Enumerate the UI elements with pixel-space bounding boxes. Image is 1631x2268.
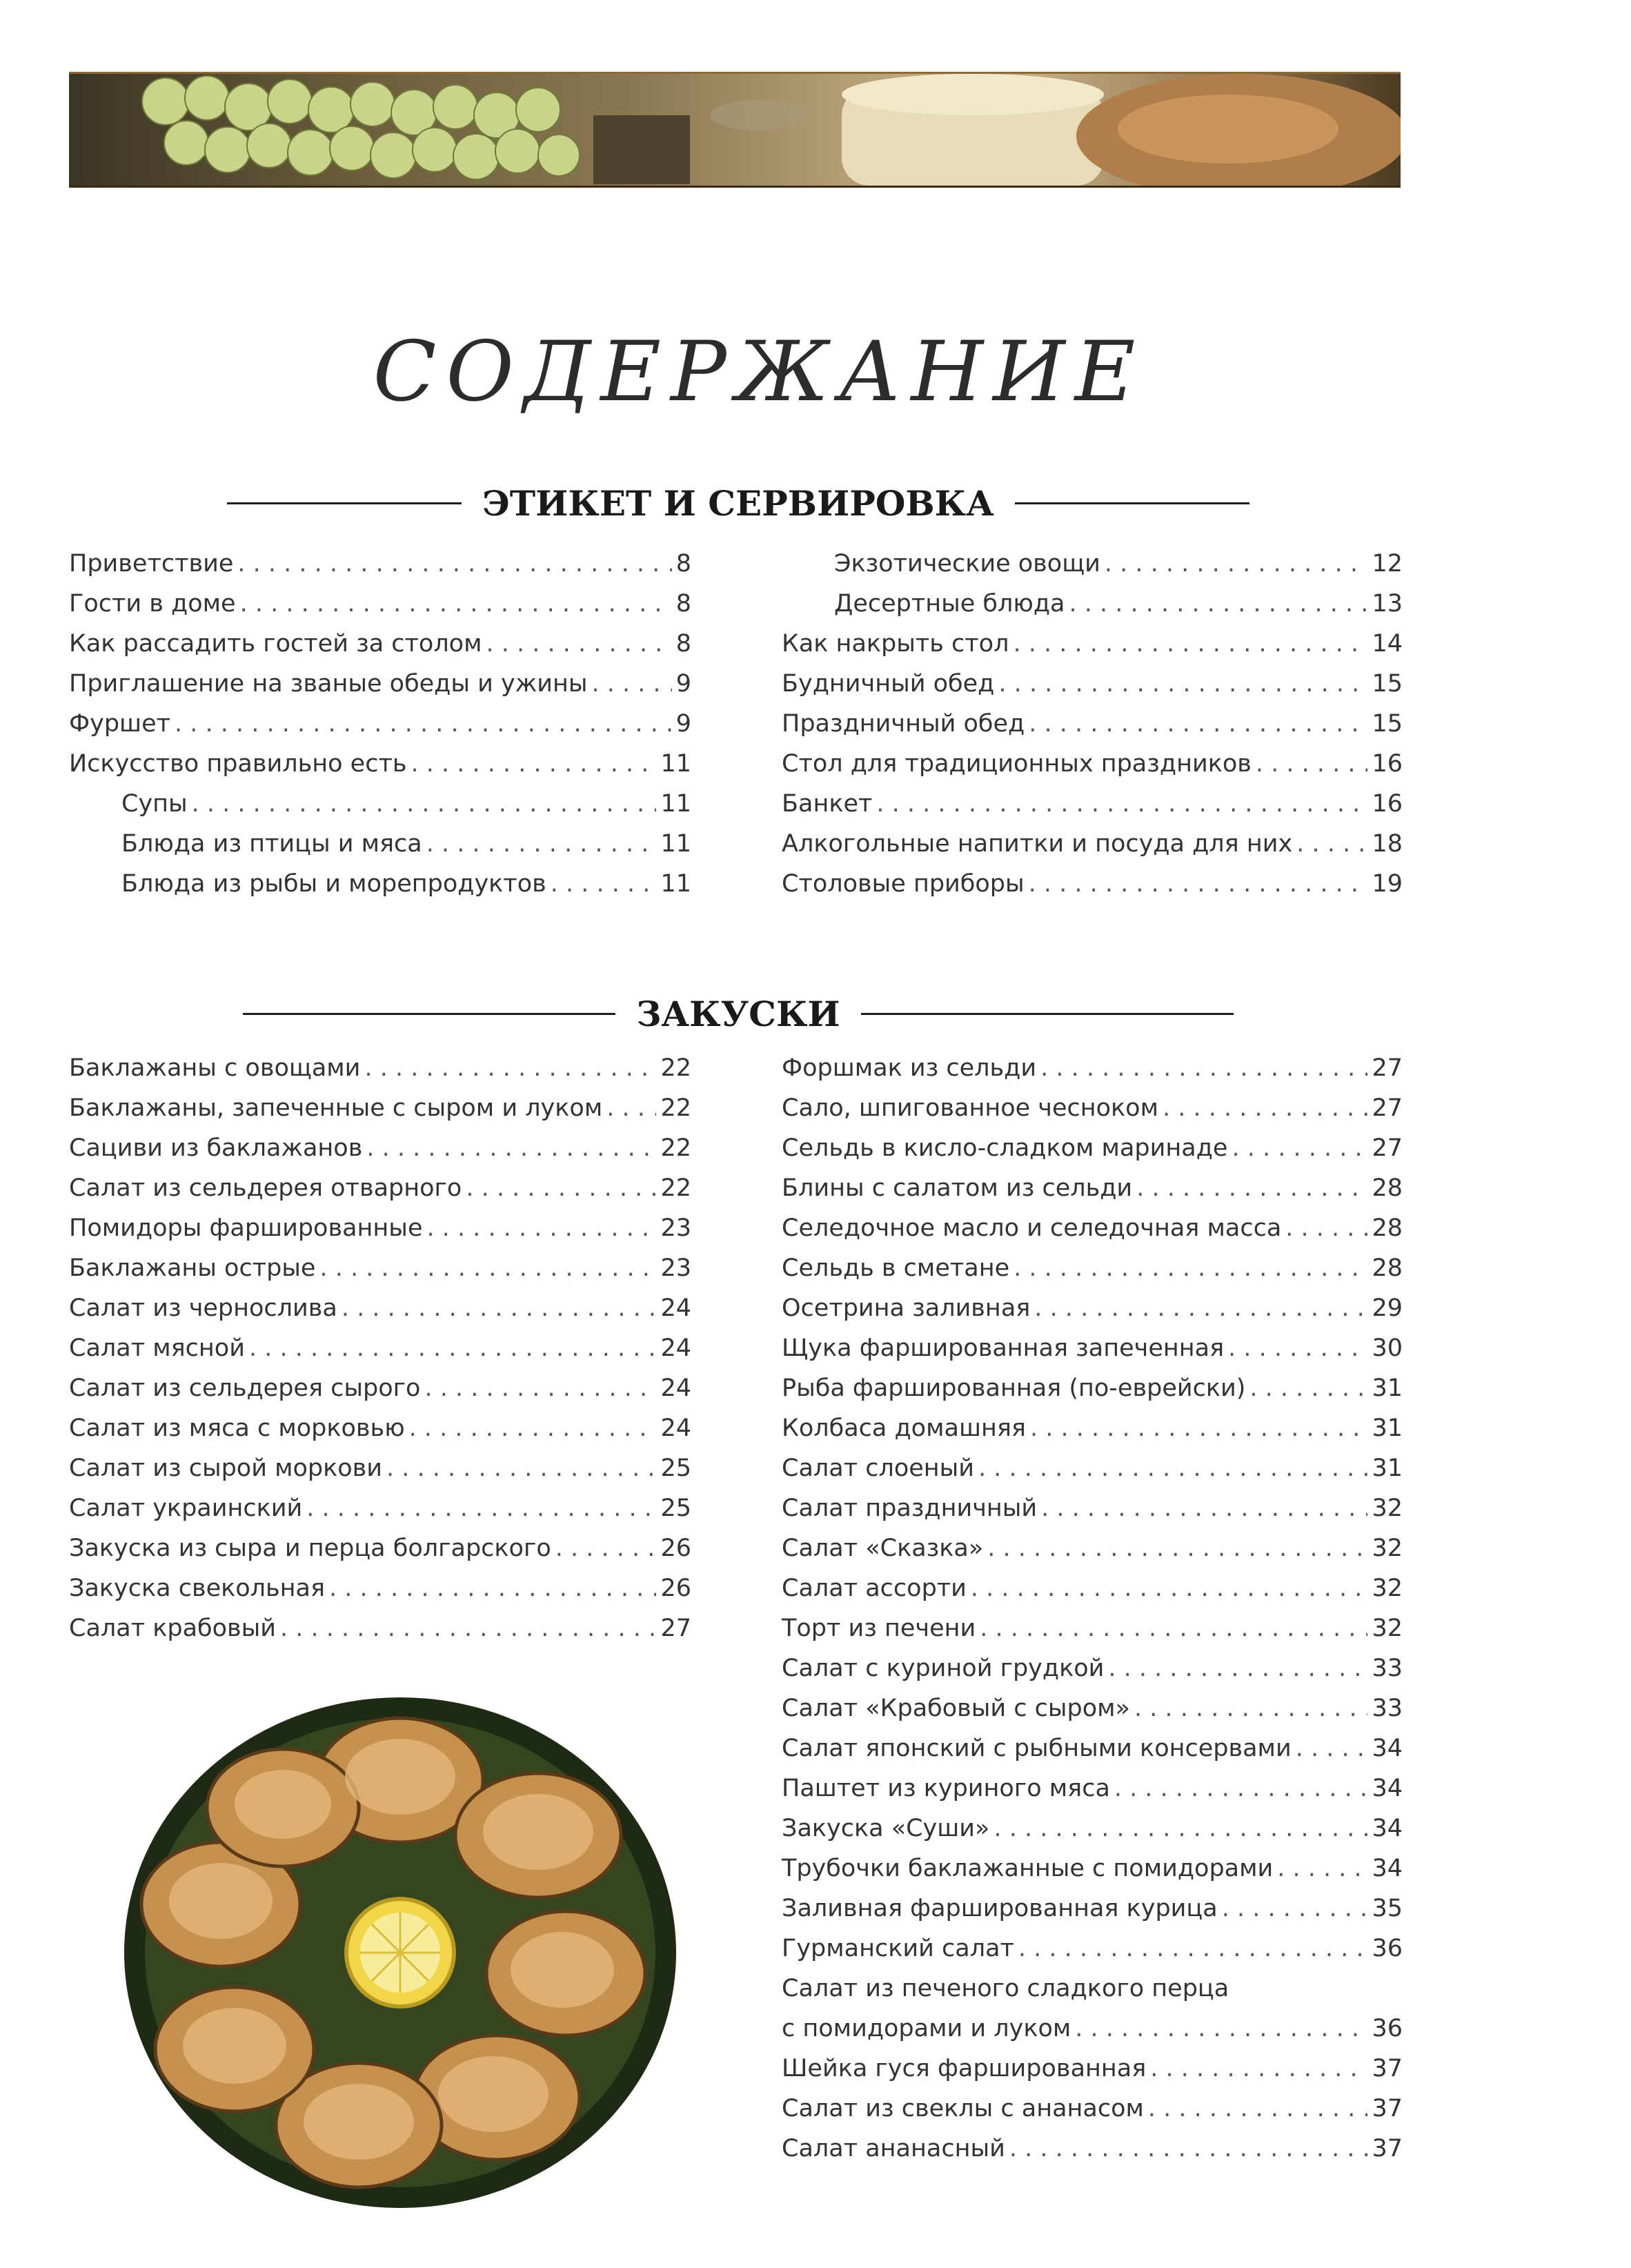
banner-illustration	[69, 74, 1401, 186]
toc-entry-page: 37	[1372, 2135, 1403, 2162]
toc-subentry[interactable]	[69, 830, 691, 870]
leader-dots	[424, 1374, 656, 1402]
toc-entry-title: Блюда из птицы и мяса	[121, 830, 422, 858]
toc-column-appetizers-right	[782, 1054, 1403, 2175]
leader-dots	[1256, 750, 1368, 778]
leader-dots	[980, 1615, 1367, 1642]
leader-dots	[1222, 1895, 1368, 1922]
toc-entry-page: 31	[1372, 1374, 1403, 1402]
toc-entry-title: Стол для традиционных праздников	[782, 750, 1252, 778]
leader-dots	[1009, 2135, 1368, 2162]
toc-entry-title: Банкет	[782, 790, 873, 818]
toc-entry-title: Экзотические овощи	[834, 550, 1100, 578]
leader-dots	[1136, 1174, 1367, 1202]
toc-entry-title: Праздничный обед	[782, 710, 1025, 738]
toc-entry-title: Гурманский салат	[782, 1935, 1014, 1962]
toc-entry[interactable]	[782, 1615, 1403, 1655]
leader-dots	[876, 790, 1367, 818]
toc-entry-title: Баклажаны с овощами	[69, 1054, 361, 1082]
toc-entry-title: Приглашение на званые обеды и ужины	[69, 670, 588, 698]
toc-entry-title: Салат из сельдерея сырого	[69, 1374, 421, 1402]
toc-entry[interactable]	[782, 710, 1403, 750]
toc-entry[interactable]	[69, 630, 691, 670]
toc-entry-page: 32	[1372, 1575, 1403, 1602]
leader-dots	[1018, 1935, 1368, 1962]
leader-dots	[342, 1294, 657, 1322]
section-heading-label: ЗАКУСКИ	[636, 994, 840, 1034]
toc-entry-title: Салат из сырой моркови	[69, 1455, 383, 1482]
toc-entry-page: 8	[675, 630, 691, 658]
leader-dots	[486, 630, 672, 658]
dish-illustration	[110, 1677, 690, 2215]
toc-entry[interactable]	[782, 1455, 1403, 1495]
toc-entry-title: Салат «Сказка»	[782, 1535, 984, 1562]
toc-entry-page: 8	[675, 550, 691, 578]
toc-column-etiquette-right	[782, 550, 1403, 910]
toc-entry-page: 31	[1372, 1414, 1403, 1442]
toc-entry[interactable]	[782, 1334, 1403, 1374]
toc-entry[interactable]	[69, 1374, 691, 1414]
toc-entry-page: 28	[1372, 1214, 1403, 1242]
toc-entry-page: 24	[660, 1294, 691, 1322]
toc-entry-title: с помидорами и луком	[782, 2015, 1071, 2042]
toc-entry-title: Паштет из куриного мяса	[782, 1775, 1110, 1802]
toc-entry-page: 36	[1372, 2015, 1403, 2042]
toc-column-etiquette-left	[69, 550, 691, 910]
toc-entry[interactable]	[782, 1655, 1403, 1695]
leader-dots	[306, 1495, 656, 1522]
toc-entry-title: Салат слоеный	[782, 1455, 975, 1482]
leader-dots	[1228, 1334, 1367, 1362]
toc-entry[interactable]	[782, 1374, 1403, 1414]
section-heading-appetizers	[207, 994, 1269, 1034]
toc-entry[interactable]	[782, 1815, 1403, 1855]
toc-entry-page: 26	[660, 1575, 691, 1602]
toc-entry[interactable]	[69, 670, 691, 710]
toc-entry-page: 11	[660, 830, 691, 858]
toc-entry[interactable]	[782, 1775, 1403, 1815]
toc-entry-title: Селедочное масло и селедочная масса	[782, 1214, 1282, 1242]
toc-entry-page: 36	[1372, 1935, 1403, 1962]
leader-dots	[329, 1575, 656, 1602]
toc-entry-page: 22	[660, 1054, 691, 1082]
toc-entry[interactable]	[69, 1254, 691, 1294]
toc-entry-page: 32	[1372, 1535, 1403, 1562]
leader-dots	[364, 1054, 656, 1082]
leader-dots	[1277, 1855, 1367, 1882]
leader-dots	[1105, 550, 1368, 578]
toc-entry-page: 35	[1372, 1895, 1403, 1922]
toc-entry-page: 24	[660, 1374, 691, 1402]
toc-entry-title: Салат мясной	[69, 1334, 245, 1362]
leader-dots	[175, 710, 672, 738]
toc-entry-title: Баклажаны, запеченные с сыром и луком	[69, 1094, 603, 1122]
toc-entry[interactable]	[69, 710, 691, 750]
toc-entry-title: Форшмак из сельди	[782, 1054, 1037, 1082]
toc-entry-title: Колбаса домашняя	[782, 1414, 1026, 1442]
leader-dots	[1034, 1294, 1367, 1322]
section-heading-etiquette	[207, 483, 1269, 524]
leader-dots	[978, 1455, 1367, 1482]
toc-entry-title: Закуска «Суши»	[782, 1815, 990, 1842]
toc-entry-title: Салат из сельдерея отварного	[69, 1174, 462, 1202]
toc-entry-page: 33	[1372, 1695, 1403, 1722]
toc-entry[interactable]	[782, 1134, 1403, 1174]
toc-entry-title: Салат японский с рыбными консервами	[782, 1735, 1292, 1762]
toc-entry-title: Салат праздничный	[782, 1495, 1038, 1522]
toc-entry[interactable]	[782, 670, 1403, 710]
toc-entry-page: 22	[660, 1134, 691, 1162]
toc-entry-title: Сельдь в сметане	[782, 1254, 1010, 1282]
toc-entry-page: 30	[1372, 1334, 1403, 1362]
toc-entry-page: 27	[1372, 1094, 1403, 1122]
toc-entry-page: 11	[660, 870, 691, 898]
toc-entry-title: Рыба фаршированная (по-еврейски)	[782, 1374, 1246, 1402]
toc-entry[interactable]	[69, 1414, 691, 1455]
toc-entry[interactable]	[782, 870, 1403, 910]
leader-dots	[971, 1575, 1368, 1602]
toc-entry[interactable]	[782, 1214, 1403, 1254]
toc-entry-page: 16	[1372, 790, 1403, 818]
toc-entry-page: 18	[1372, 830, 1403, 858]
toc-entry-page: 13	[1372, 590, 1403, 618]
toc-entry[interactable]	[782, 1414, 1403, 1455]
toc-entry-title: Супы	[121, 790, 188, 818]
toc-entry-title: Торт из печени	[782, 1615, 976, 1642]
toc-entry-page: 27	[660, 1615, 691, 1642]
toc-entry-title: Баклажаны острые	[69, 1254, 316, 1282]
leader-dots	[606, 1094, 656, 1122]
toc-column-appetizers-left	[69, 1054, 691, 1655]
toc-entry-page: 28	[1372, 1254, 1403, 1282]
leader-dots	[426, 830, 657, 858]
leader-dots	[998, 670, 1367, 698]
toc-entry-page: 28	[1372, 1174, 1403, 1202]
toc-entry-title: Как рассадить гостей за столом	[69, 630, 482, 658]
toc-entry-page: 16	[1372, 750, 1403, 778]
toc-entry-page: 12	[1372, 550, 1403, 578]
toc-entry-page: 27	[1372, 1134, 1403, 1162]
leader-dots	[1150, 2055, 1367, 2082]
leader-dots	[1041, 1495, 1367, 1522]
toc-entry[interactable]	[782, 1495, 1403, 1535]
toc-entry-title: Сациви из баклажанов	[69, 1134, 363, 1162]
toc-entry-page: 24	[660, 1414, 691, 1442]
toc-entry-title: Салат ассорти	[782, 1575, 967, 1602]
toc-entry-page: 19	[1372, 870, 1403, 898]
leader-dots	[1134, 1695, 1367, 1722]
toc-entry-page: 23	[660, 1254, 691, 1282]
toc-subentry[interactable]	[69, 790, 691, 830]
toc-entry[interactable]	[69, 1535, 691, 1575]
toc-entry-title: Закуска свекольная	[69, 1575, 326, 1602]
leader-dots	[1232, 1134, 1367, 1162]
page-title: СОДЕРЖАНИЕ	[373, 324, 1145, 420]
leader-dots	[192, 790, 657, 818]
leader-dots	[409, 1414, 657, 1442]
toc-entry[interactable]	[782, 1735, 1403, 1775]
toc-entry-title: Осетрина заливная	[782, 1294, 1031, 1322]
toc-entry-page: 11	[660, 790, 691, 818]
toc-entry-page: 14	[1372, 630, 1403, 658]
toc-entry-title: Фуршет	[69, 710, 171, 738]
toc-entry-title: Приветствие	[69, 550, 234, 578]
leader-dots	[240, 590, 672, 618]
toc-entry-page: 37	[1372, 2055, 1403, 2082]
toc-entry[interactable]	[69, 1615, 691, 1655]
toc-entry-page: 9	[675, 670, 691, 698]
toc-entry-title: Блюда из рыбы и морепродуктов	[121, 870, 546, 898]
toc-entry[interactable]	[782, 1895, 1403, 1935]
toc-entry[interactable]	[782, 1855, 1403, 1895]
toc-entry-page: 11	[660, 750, 691, 778]
leader-dots	[1114, 1775, 1368, 1802]
leader-dots	[1040, 1054, 1367, 1082]
leader-dots	[1163, 1094, 1367, 1122]
heading-rule-left	[227, 502, 462, 504]
toc-entry[interactable]	[69, 1214, 691, 1254]
leader-dots	[319, 1254, 656, 1282]
toc-entry-title: Шейка гуся фаршированная	[782, 2055, 1147, 2082]
toc-entry-title: Салат из свеклы с ананасом	[782, 2095, 1144, 2122]
toc-entry[interactable]	[69, 1134, 691, 1174]
toc-entry[interactable]	[782, 2055, 1403, 2095]
toc-entry-page: 34	[1372, 1775, 1403, 1802]
toc-entry-title: Салат из чернослива	[69, 1294, 337, 1322]
toc-subentry[interactable]	[69, 870, 691, 910]
leader-dots	[1029, 710, 1367, 738]
toc-entry[interactable]	[782, 830, 1403, 870]
heading-rule-left	[243, 1013, 615, 1015]
toc-entry-multiline-second[interactable]	[782, 2015, 1403, 2055]
toc-entry[interactable]	[782, 1695, 1403, 1735]
toc-entry-page: 22	[660, 1174, 691, 1202]
toc-entry[interactable]	[782, 1254, 1403, 1294]
leader-dots	[426, 1214, 656, 1242]
leader-dots	[1014, 1254, 1367, 1282]
baked-appetizer-plate-image	[110, 1677, 690, 2215]
toc-entry[interactable]	[782, 1294, 1403, 1334]
toc-entry-title: Десертные блюда	[834, 590, 1065, 618]
leader-dots	[466, 1174, 656, 1202]
toc-entry-page: 32	[1372, 1495, 1403, 1522]
toc-entry-page: 22	[660, 1094, 691, 1122]
toc-entry[interactable]	[782, 2095, 1403, 2135]
toc-entry-page: 25	[660, 1455, 691, 1482]
toc-entry-title: Заливная фаршированная курица	[782, 1895, 1218, 1922]
toc-entry[interactable]	[69, 590, 691, 630]
leader-dots	[987, 1535, 1367, 1562]
toc-entry-page: 25	[660, 1495, 691, 1522]
toc-entry-page: 34	[1372, 1735, 1403, 1762]
toc-entry-title: Салат «Крабовый с сыром»	[782, 1695, 1130, 1722]
toc-entry-page: 15	[1372, 710, 1403, 738]
toc-subentry[interactable]	[782, 590, 1403, 630]
toc-entry[interactable]	[69, 1294, 691, 1334]
toc-entry-page: 15	[1372, 670, 1403, 698]
toc-entry-page: 33	[1372, 1655, 1403, 1682]
toc-entry[interactable]	[69, 1575, 691, 1615]
leader-dots	[411, 750, 656, 778]
toc-entry[interactable]	[782, 1935, 1403, 1975]
toc-entry[interactable]	[69, 1094, 691, 1134]
toc-entry[interactable]	[782, 1535, 1403, 1575]
toc-entry-page: 37	[1372, 2095, 1403, 2122]
toc-entry-title: Щука фаршированная запеченная	[782, 1334, 1225, 1362]
toc-entry-page: 31	[1372, 1455, 1403, 1482]
leader-dots	[1285, 1214, 1367, 1242]
leader-dots	[386, 1455, 656, 1482]
leader-dots	[237, 550, 671, 578]
leader-dots	[1075, 2015, 1367, 2042]
leader-dots	[994, 1815, 1367, 1842]
toc-entry-page: 32	[1372, 1615, 1403, 1642]
toc-entry[interactable]	[782, 750, 1403, 790]
toc-entry[interactable]	[69, 1334, 691, 1374]
toc-subentry[interactable]	[782, 550, 1403, 590]
toc-entry-title: Искусство правильно есть	[69, 750, 407, 778]
toc-entry[interactable]	[69, 1455, 691, 1495]
leader-dots	[551, 870, 657, 898]
toc-entry[interactable]	[69, 1054, 691, 1094]
toc-entry-title: Салат с куриной грудкой	[782, 1655, 1105, 1682]
toc-entry-title: Блины с салатом из сельди	[782, 1174, 1133, 1202]
toc-entry[interactable]	[69, 1174, 691, 1214]
leader-dots	[592, 670, 672, 698]
heading-rule-right	[861, 1013, 1234, 1015]
toc-entry-page: 26	[660, 1535, 691, 1562]
toc-entry[interactable]	[782, 630, 1403, 670]
leader-dots	[1029, 870, 1368, 898]
toc-entry-title: Салат из мяса с морковью	[69, 1414, 405, 1442]
toc-entry-title: Помидоры фаршированные	[69, 1214, 423, 1242]
leader-dots	[1030, 1414, 1367, 1442]
leader-dots	[249, 1334, 656, 1362]
toc-entry[interactable]	[782, 2135, 1403, 2175]
leader-dots	[1069, 590, 1368, 618]
toc-entry-title: Столовые приборы	[782, 870, 1025, 898]
toc-entry-title: Салат украинский	[69, 1495, 303, 1522]
toc-entry-title: Алкогольные напитки и посуда для них	[782, 830, 1293, 858]
toc-entry-page: 27	[1372, 1054, 1403, 1082]
toc-entry-page: 24	[660, 1334, 691, 1362]
toc-entry[interactable]	[782, 1094, 1403, 1134]
leader-dots	[1249, 1374, 1367, 1402]
toc-entry[interactable]	[782, 1174, 1403, 1214]
toc-entry-title: Салат ананасный	[782, 2135, 1005, 2162]
toc-entry[interactable]	[69, 550, 691, 590]
leader-dots	[555, 1535, 657, 1562]
toc-entry-page: 34	[1372, 1815, 1403, 1842]
toc-entry-title: Как накрыть стол	[782, 630, 1009, 658]
heading-rule-right	[1015, 502, 1249, 504]
leader-dots	[280, 1615, 656, 1642]
toc-entry-page: 29	[1372, 1294, 1403, 1322]
toc-entry-title: Гости в доме	[69, 590, 236, 618]
toc-entry-page: 34	[1372, 1855, 1403, 1882]
toc-entry[interactable]	[69, 1495, 691, 1535]
leader-dots	[1296, 830, 1367, 858]
leader-dots	[366, 1134, 656, 1162]
section-heading-label: ЭТИКЕТ И СЕРВИРОВКА	[482, 483, 994, 524]
toc-entry-title: Сало, шпигованное чесноком	[782, 1094, 1159, 1122]
toc-entry-title: Салат крабовый	[69, 1615, 277, 1642]
toc-entry-page: 23	[660, 1214, 691, 1242]
toc-entry[interactable]	[782, 1575, 1403, 1615]
toc-entry-title: Сельдь в кисло-сладком маринаде	[782, 1134, 1228, 1162]
food-banner-image	[69, 72, 1401, 188]
leader-dots	[1148, 2095, 1368, 2122]
leader-dots	[1108, 1655, 1367, 1682]
toc-entry-page: 9	[675, 710, 691, 738]
toc-entry-page: 8	[675, 590, 691, 618]
toc-entry[interactable]	[69, 750, 691, 790]
toc-entry-title: Закуска из сыра и перца болгарского	[69, 1535, 551, 1562]
toc-entry[interactable]	[782, 1054, 1403, 1094]
toc-entry-title: Будничный обед	[782, 670, 995, 698]
leader-dots	[1013, 630, 1367, 658]
toc-entry[interactable]	[782, 790, 1403, 830]
toc-entry-title: Салат из печеного сладкого перца	[782, 1975, 1229, 2002]
toc-entry-multiline-first[interactable]	[782, 1975, 1403, 2015]
toc-entry-title: Трубочки баклажанные с помидорами	[782, 1855, 1274, 1882]
leader-dots	[1296, 1735, 1368, 1762]
